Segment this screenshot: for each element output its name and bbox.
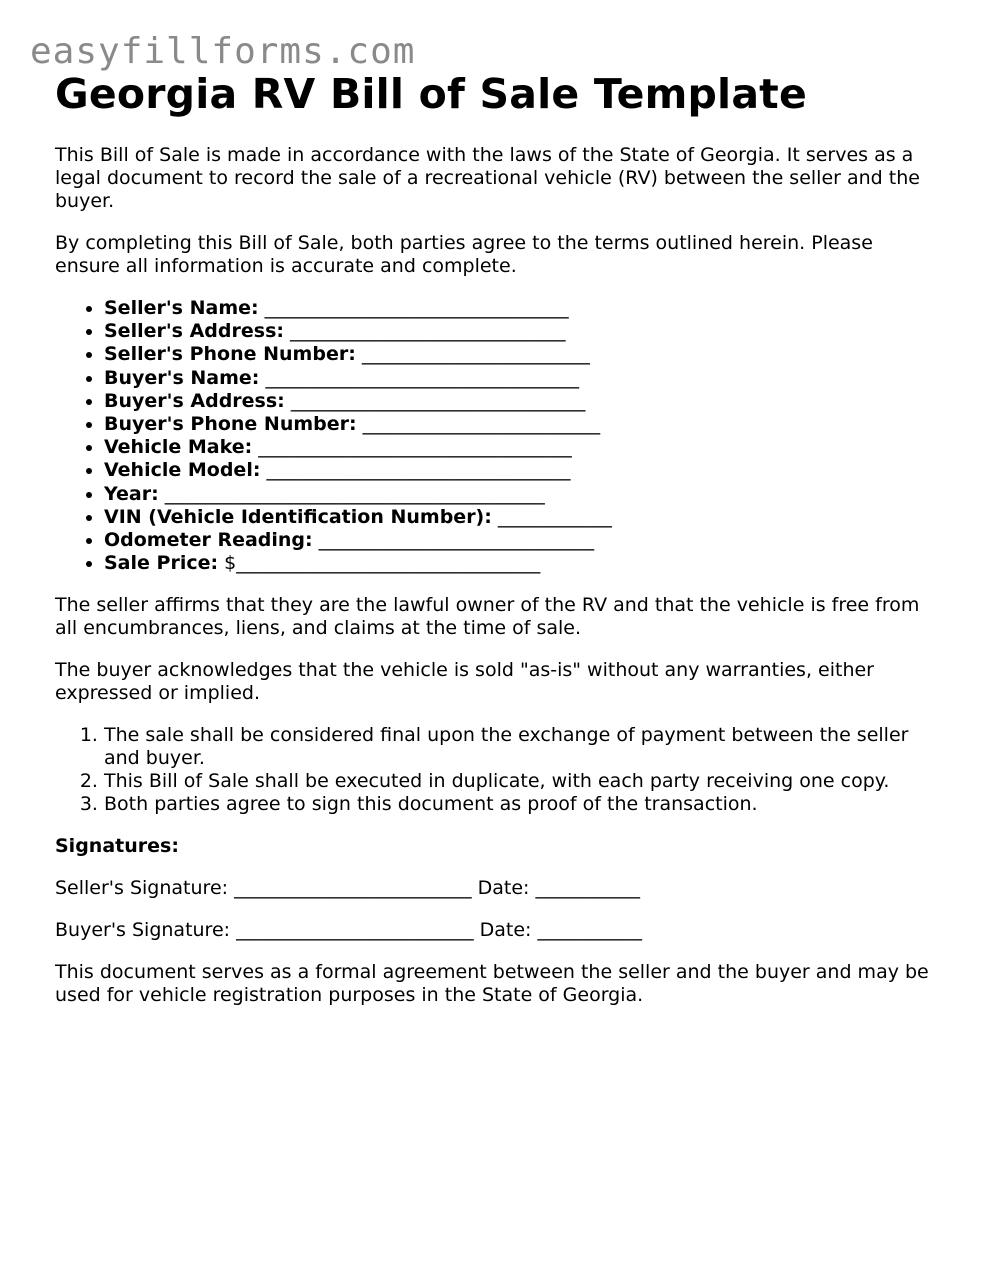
terms-list xyxy=(55,724,940,816)
as-is-paragraph: The buyer acknowledges that the vehicle is sold "as-is" without any warranties, either expressed or implied. xyxy=(55,659,874,705)
term-item: 1. The sale shall be considered final upon the exchange of payment between the seller and buyer. xyxy=(104,724,940,770)
field-label: Vehicle Make: xyxy=(104,436,253,459)
field-sale-price xyxy=(104,552,940,575)
field-blank: _____________________________ xyxy=(283,320,566,343)
field-blank: _________________________ xyxy=(356,413,601,436)
watermark-logo-text: easyfillforms.com xyxy=(30,31,416,72)
field-label: Sale Price: xyxy=(104,552,219,575)
field-blank: _______________________________ xyxy=(284,389,586,412)
field-label: Buyer's Phone Number: xyxy=(104,413,357,436)
field-label: Odometer Reading: xyxy=(104,529,313,552)
field-sellers-address xyxy=(104,320,940,343)
field-label: Year: xyxy=(104,482,159,505)
field-blank: _____________________________ xyxy=(312,529,595,552)
field-blank: ________________________________ xyxy=(258,297,569,319)
field-vin xyxy=(104,506,940,529)
field-blank: ________________________________ xyxy=(260,459,571,482)
buyer-signature-line: Buyer's Signature: _________________________ Date: ___________ xyxy=(55,919,642,942)
document-body xyxy=(55,70,940,1026)
document-title: Georgia RV Bill of Sale Template xyxy=(55,70,807,118)
field-blank: _________________________________ xyxy=(252,436,572,459)
field-buyers-name xyxy=(104,367,940,390)
term-item: 3. Both parties agree to sign this document as proof of the transaction. xyxy=(104,793,940,816)
signatures-heading: Signatures: xyxy=(55,835,179,858)
field-blank: $________________________________ xyxy=(218,552,541,575)
term-item: 2. This Bill of Sale shall be executed in duplicate, with each party receiving one copy. xyxy=(104,770,940,793)
field-label: Seller's Address: xyxy=(104,320,284,343)
field-label: VIN (Vehicle Identification Number): xyxy=(104,505,492,528)
intro-paragraph-2: By completing this Bill of Sale, both parties agree to the terms outlined herein. Please ensure all information is accurate and complete. xyxy=(55,232,873,277)
field-buyers-address xyxy=(104,390,940,413)
field-year xyxy=(104,483,940,506)
seller-signature-line: Seller's Signature: _________________________ Date: ___________ xyxy=(55,877,640,900)
sale-details-list xyxy=(55,297,940,575)
field-blank: ________________________________________ xyxy=(158,482,545,505)
seller-affirmation-paragraph: The seller affirms that they are the lawful owner of the RV and that the vehicle is free from all encumbrances, liens, and claims at the time of sale. xyxy=(55,594,920,640)
field-odometer-reading xyxy=(104,529,940,552)
field-vehicle-make xyxy=(104,436,940,459)
field-label: Buyer's Address: xyxy=(104,389,285,412)
field-label: Seller's Name: xyxy=(104,297,259,319)
field-vehicle-model xyxy=(104,459,940,482)
field-buyers-phone xyxy=(104,413,940,436)
field-blank: _________________________________ xyxy=(259,366,579,389)
field-blank: ____________ xyxy=(491,505,612,528)
field-blank: ________________________ xyxy=(355,343,590,366)
intro-paragraph-1: This Bill of Sale is made in accordance with the laws of the State of Georgia. It serves as a legal document to record the sale of a recreational vehicle (RV) between the seller and the buyer. xyxy=(55,144,920,212)
field-sellers-phone xyxy=(104,343,940,366)
field-label: Seller's Phone Number: xyxy=(104,343,356,366)
field-sellers-name xyxy=(104,297,940,320)
field-label: Vehicle Model: xyxy=(104,459,261,482)
field-label: Buyer's Name: xyxy=(104,366,260,389)
closing-paragraph: This document serves as a formal agreement between the seller and the buyer and may be used for vehicle registration purposes in the State of Georgia. xyxy=(55,961,929,1007)
